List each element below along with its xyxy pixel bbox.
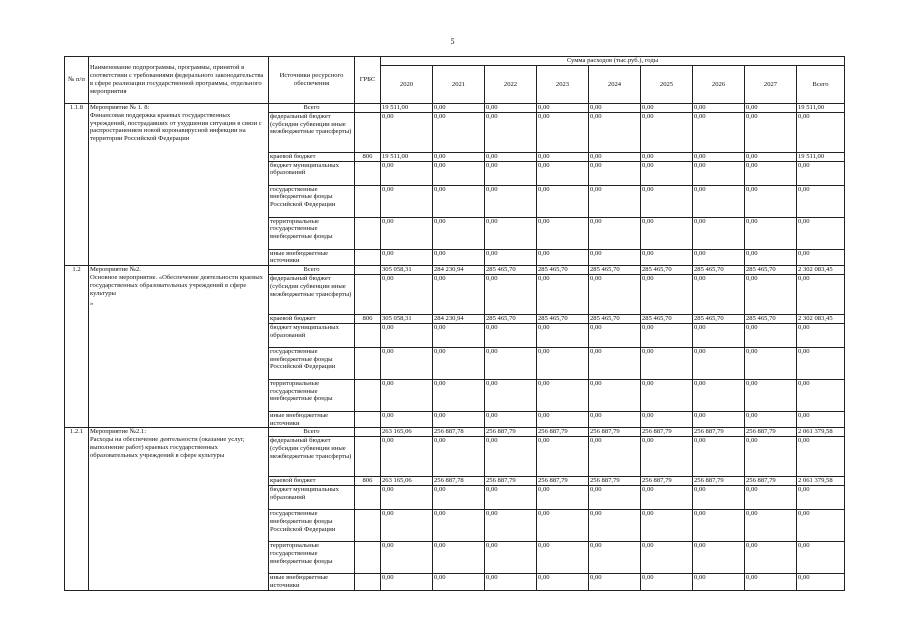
year-value: 0,00 <box>433 379 485 411</box>
year-value: 285 465,70 <box>641 314 693 323</box>
year-value: 0,00 <box>589 104 641 113</box>
funding-source: иные внебюджетные источники <box>269 411 355 428</box>
year-value: 0,00 <box>589 347 641 379</box>
grbs-code: 806 <box>355 152 381 161</box>
year-value: 0,00 <box>641 411 693 428</box>
year-value: 0,00 <box>537 347 589 379</box>
grbs-code <box>355 573 381 590</box>
grbs-code <box>355 323 381 347</box>
year-value: 0,00 <box>537 104 589 113</box>
year-value: 0,00 <box>537 161 589 185</box>
item-description: Основное мероприятие. «Обеспечение деятельности краевых государственных образовательных учреждений в сфере культуры <box>90 273 263 297</box>
total-value: 0,00 <box>797 509 845 541</box>
year-value: 0,00 <box>485 249 537 266</box>
year-value: 0,00 <box>745 379 797 411</box>
header-year: 2022 <box>485 66 537 104</box>
year-value: 263 165,06 <box>381 477 433 486</box>
year-value: 0,00 <box>589 185 641 217</box>
total-value: 2 302 083,45 <box>797 266 845 275</box>
year-value: 0,00 <box>693 323 745 347</box>
total-value: 0,00 <box>797 274 845 314</box>
year-value: 0,00 <box>589 509 641 541</box>
grbs-code: 806 <box>355 314 381 323</box>
year-value: 0,00 <box>381 217 433 249</box>
year-value: 19 511,00 <box>381 104 433 113</box>
year-value: 0,00 <box>381 274 433 314</box>
year-value: 0,00 <box>589 217 641 249</box>
year-value: 0,00 <box>485 161 537 185</box>
year-value: 256 887,79 <box>693 428 745 437</box>
funding-source: Всего <box>269 428 355 437</box>
funding-source: Всего <box>269 266 355 275</box>
year-value: 0,00 <box>433 347 485 379</box>
year-value: 0,00 <box>433 323 485 347</box>
grbs-code <box>355 266 381 275</box>
year-value: 0,00 <box>381 573 433 590</box>
year-value: 0,00 <box>537 217 589 249</box>
grbs-code <box>355 274 381 314</box>
year-value: 0,00 <box>745 112 797 152</box>
year-value: 0,00 <box>485 411 537 428</box>
year-value: 0,00 <box>641 152 693 161</box>
grbs-code <box>355 437 381 477</box>
total-value: 0,00 <box>797 379 845 411</box>
year-value: 0,00 <box>537 509 589 541</box>
total-value: 0,00 <box>797 323 845 347</box>
year-value: 0,00 <box>537 411 589 428</box>
header-source: Источники ресурсного обеспечения <box>269 57 355 104</box>
year-value: 0,00 <box>589 411 641 428</box>
grbs-code <box>355 541 381 573</box>
funding-source: бюджет муниципальных образований <box>269 161 355 185</box>
year-value: 0,00 <box>693 249 745 266</box>
header-grbs: ГРБС <box>355 57 381 104</box>
year-value: 0,00 <box>537 152 589 161</box>
year-value: 0,00 <box>745 541 797 573</box>
year-value: 0,00 <box>641 274 693 314</box>
year-value: 0,00 <box>537 112 589 152</box>
year-value: 0,00 <box>433 573 485 590</box>
year-value: 0,00 <box>485 104 537 113</box>
year-value: 284 230,94 <box>433 266 485 275</box>
total-value: 2 061 379,58 <box>797 428 845 437</box>
year-value: 256 887,78 <box>433 428 485 437</box>
year-value: 285 465,70 <box>485 266 537 275</box>
item-number: 1.2 <box>65 266 89 428</box>
year-value: 0,00 <box>745 249 797 266</box>
year-value: 0,00 <box>745 274 797 314</box>
funding-source: территориальные государственные внебюджетные фонды <box>269 379 355 411</box>
total-value: 0,00 <box>797 249 845 266</box>
grbs-code <box>355 485 381 509</box>
year-value: 0,00 <box>745 411 797 428</box>
year-value: 0,00 <box>693 437 745 477</box>
table-header <box>65 57 845 104</box>
year-value: 0,00 <box>589 249 641 266</box>
header-year: 2027 <box>745 66 797 104</box>
year-value: 0,00 <box>589 161 641 185</box>
year-value: 285 465,70 <box>641 266 693 275</box>
year-value: 256 887,79 <box>589 477 641 486</box>
year-value: 0,00 <box>433 217 485 249</box>
grbs-code <box>355 347 381 379</box>
funding-source: федеральный бюджет (субсидии субвенции иные межбюджетные трансферты) <box>269 437 355 477</box>
year-value: 0,00 <box>589 323 641 347</box>
year-value: 0,00 <box>485 347 537 379</box>
item-title: Мероприятие № 1. 8: <box>90 104 150 111</box>
year-value: 0,00 <box>641 347 693 379</box>
year-value: 256 887,79 <box>485 477 537 486</box>
total-value: 0,00 <box>797 411 845 428</box>
item-name-cell <box>89 428 269 590</box>
year-value: 0,00 <box>745 217 797 249</box>
year-value: 0,00 <box>693 217 745 249</box>
year-value: 0,00 <box>381 161 433 185</box>
funding-source: краевой бюджет <box>269 152 355 161</box>
year-value: 256 887,79 <box>537 477 589 486</box>
funding-source: федеральный бюджет (субсидии субвенции иные межбюджетные трансферты) <box>269 112 355 152</box>
year-value: 0,00 <box>433 104 485 113</box>
item-title: Мероприятие №2. <box>90 266 141 274</box>
year-value: 0,00 <box>745 152 797 161</box>
year-value: 0,00 <box>745 437 797 477</box>
year-value: 285 465,70 <box>589 266 641 275</box>
total-value: 19 511,00 <box>797 104 845 113</box>
total-value: 0,00 <box>797 485 845 509</box>
total-value: 0,00 <box>797 161 845 185</box>
funding-source: иные внебюджетные источники <box>269 249 355 266</box>
funding-source: бюджет муниципальных образований <box>269 485 355 509</box>
grbs-code <box>355 411 381 428</box>
year-value: 0,00 <box>485 485 537 509</box>
year-value: 0,00 <box>745 323 797 347</box>
table-row-total <box>65 266 845 275</box>
year-value: 0,00 <box>693 347 745 379</box>
year-value: 0,00 <box>693 161 745 185</box>
grbs-code <box>355 112 381 152</box>
year-value: 0,00 <box>693 104 745 113</box>
year-value: 0,00 <box>693 152 745 161</box>
funding-source: территориальные государственные внебюджетные фонды <box>269 217 355 249</box>
year-value: 0,00 <box>433 161 485 185</box>
year-value: 0,00 <box>433 411 485 428</box>
year-value: 0,00 <box>693 379 745 411</box>
year-value: 0,00 <box>433 249 485 266</box>
funding-source: федеральный бюджет (субсидии субвенции иные межбюджетные трансферты) <box>269 274 355 314</box>
funding-source: территориальные государственные внебюджетные фонды <box>269 541 355 573</box>
year-value: 0,00 <box>537 249 589 266</box>
year-value: 0,00 <box>485 217 537 249</box>
year-value: 0,00 <box>589 379 641 411</box>
item-name-cell <box>89 104 269 266</box>
year-value: 285 465,70 <box>693 314 745 323</box>
year-value: 256 887,79 <box>745 477 797 486</box>
budget-table <box>64 56 845 591</box>
total-value: 0,00 <box>797 347 845 379</box>
year-value: 0,00 <box>381 249 433 266</box>
year-value: 0,00 <box>485 541 537 573</box>
year-value: 0,00 <box>693 274 745 314</box>
year-value: 0,00 <box>641 437 693 477</box>
year-value: 0,00 <box>537 274 589 314</box>
year-value: 305 058,31 <box>381 266 433 275</box>
year-value: 0,00 <box>693 541 745 573</box>
year-value: 0,00 <box>641 541 693 573</box>
year-value: 0,00 <box>485 185 537 217</box>
item-title: Мероприятие №2.1: <box>90 428 147 436</box>
year-value: 0,00 <box>745 573 797 590</box>
year-value: 0,00 <box>485 509 537 541</box>
grbs-code: 806 <box>355 477 381 486</box>
header-num: № п/п <box>65 57 89 104</box>
year-value: 0,00 <box>537 573 589 590</box>
table-row-total <box>65 428 845 437</box>
year-value: 0,00 <box>485 437 537 477</box>
table-body <box>65 104 845 591</box>
total-value: 0,00 <box>797 217 845 249</box>
year-value: 256 887,79 <box>589 428 641 437</box>
year-value: 0,00 <box>433 485 485 509</box>
header-total: Всего <box>797 66 845 104</box>
header-year: 2021 <box>433 66 485 104</box>
funding-source: краевой бюджет <box>269 477 355 486</box>
year-value: 256 887,79 <box>641 477 693 486</box>
year-value: 284 230,94 <box>433 314 485 323</box>
year-value: 0,00 <box>745 509 797 541</box>
year-value: 0,00 <box>641 112 693 152</box>
year-value: 0,00 <box>433 152 485 161</box>
item-number: 1.1.8 <box>65 104 89 266</box>
year-value: 0,00 <box>641 485 693 509</box>
year-value: 0,00 <box>381 437 433 477</box>
year-value: 0,00 <box>381 485 433 509</box>
year-value: 0,00 <box>641 509 693 541</box>
funding-source: краевой бюджет <box>269 314 355 323</box>
item-description: Расходы на обеспечение деятельности (оказание услуг, выполнение работ) краевых государственных образовательных учреждений в сфере культуры <box>90 436 245 459</box>
header-year: 2020 <box>381 66 433 104</box>
year-value: 0,00 <box>641 249 693 266</box>
year-value: 0,00 <box>433 509 485 541</box>
year-value: 256 887,79 <box>745 428 797 437</box>
year-value: 0,00 <box>381 411 433 428</box>
grbs-code <box>355 185 381 217</box>
year-value: 0,00 <box>537 323 589 347</box>
header-year: 2026 <box>693 66 745 104</box>
total-value: 0,00 <box>797 185 845 217</box>
grbs-code <box>355 428 381 437</box>
year-value: 256 887,79 <box>485 428 537 437</box>
year-value: 0,00 <box>641 573 693 590</box>
funding-source: иные внебюджетные источники <box>269 573 355 590</box>
total-value: 0,00 <box>797 541 845 573</box>
header-year: 2024 <box>589 66 641 104</box>
grbs-code <box>355 217 381 249</box>
year-value: 0,00 <box>381 112 433 152</box>
grbs-code <box>355 249 381 266</box>
year-value: 285 465,70 <box>537 314 589 323</box>
year-value: 0,00 <box>641 104 693 113</box>
year-value: 0,00 <box>381 347 433 379</box>
total-value: 2 061 379,58 <box>797 477 845 486</box>
year-value: 285 465,70 <box>745 314 797 323</box>
year-value: 0,00 <box>485 274 537 314</box>
year-value: 256 887,78 <box>433 477 485 486</box>
year-value: 256 887,79 <box>641 428 693 437</box>
year-value: 285 465,70 <box>589 314 641 323</box>
total-value: 19 511,00 <box>797 152 845 161</box>
year-value: 0,00 <box>641 323 693 347</box>
year-value: 0,00 <box>589 573 641 590</box>
year-value: 0,00 <box>381 185 433 217</box>
funding-source: бюджет муниципальных образований <box>269 323 355 347</box>
year-value: 0,00 <box>693 112 745 152</box>
year-value: 0,00 <box>641 161 693 185</box>
year-value: 0,00 <box>485 379 537 411</box>
year-value: 0,00 <box>745 104 797 113</box>
header-year: 2023 <box>537 66 589 104</box>
year-value: 0,00 <box>485 112 537 152</box>
total-value: 0,00 <box>797 437 845 477</box>
year-value: 285 465,70 <box>537 266 589 275</box>
year-value: 0,00 <box>745 347 797 379</box>
item-description: Финансовая поддержка краевых государственных учреждений, пострадавших от ухудшения ситуации в связи с распространением новой коронавирусной инфекции на территории Российской Федерации <box>90 111 262 143</box>
year-value: 285 465,70 <box>485 314 537 323</box>
year-value: 285 465,70 <box>745 266 797 275</box>
total-value: 0,00 <box>797 112 845 152</box>
year-value: 0,00 <box>433 541 485 573</box>
item-number: 1.2.1 <box>65 428 89 590</box>
year-value: 0,00 <box>693 573 745 590</box>
year-value: 0,00 <box>537 485 589 509</box>
year-value: 256 887,79 <box>693 477 745 486</box>
item-name-cell <box>89 266 269 428</box>
grbs-code <box>355 161 381 185</box>
year-value: 0,00 <box>381 323 433 347</box>
year-value: 0,00 <box>537 437 589 477</box>
year-value: 305 058,31 <box>381 314 433 323</box>
grbs-code <box>355 509 381 541</box>
funding-source: Всего <box>269 104 355 113</box>
year-value: 0,00 <box>537 541 589 573</box>
year-value: 0,00 <box>745 161 797 185</box>
year-value: 0,00 <box>693 485 745 509</box>
header-name: Наименование подпрограммы, программы, принятой в соответствии с требованиями федерального законодательства в сфере реализации государственной программы, отдельного мероприятия <box>89 57 269 104</box>
year-value: 0,00 <box>537 379 589 411</box>
total-value: 2 302 083,45 <box>797 314 845 323</box>
year-value: 0,00 <box>745 485 797 509</box>
year-value: 0,00 <box>589 541 641 573</box>
year-value: 0,00 <box>433 112 485 152</box>
year-value: 0,00 <box>693 509 745 541</box>
header-year: 2025 <box>641 66 693 104</box>
year-value: 0,00 <box>485 152 537 161</box>
funding-source: государственные внебюджетные фонды Российской Федерации <box>269 347 355 379</box>
year-value: 0,00 <box>537 185 589 217</box>
year-value: 19 511,00 <box>381 152 433 161</box>
year-value: 0,00 <box>485 323 537 347</box>
header-sum-group: Сумма расходов (тыс.руб.), годы <box>381 57 845 66</box>
year-value: 0,00 <box>693 185 745 217</box>
year-value: 0,00 <box>641 379 693 411</box>
item-extra: » <box>90 300 94 308</box>
funding-source: государственные внебюджетные фонды Российской Федерации <box>269 185 355 217</box>
year-value: 0,00 <box>641 217 693 249</box>
year-value: 0,00 <box>589 112 641 152</box>
year-value: 0,00 <box>745 185 797 217</box>
year-value: 0,00 <box>589 485 641 509</box>
year-value: 0,00 <box>381 379 433 411</box>
year-value: 0,00 <box>641 185 693 217</box>
funding-source: государственные внебюджетные фонды Российской Федерации <box>269 509 355 541</box>
total-value: 0,00 <box>797 573 845 590</box>
page-number: 5 <box>450 37 455 46</box>
grbs-code <box>355 104 381 113</box>
year-value: 0,00 <box>433 437 485 477</box>
grbs-code <box>355 379 381 411</box>
year-value: 0,00 <box>381 541 433 573</box>
year-value: 285 465,70 <box>693 266 745 275</box>
year-value: 0,00 <box>433 274 485 314</box>
year-value: 0,00 <box>589 437 641 477</box>
year-value: 0,00 <box>381 509 433 541</box>
year-value: 0,00 <box>693 411 745 428</box>
year-value: 0,00 <box>485 573 537 590</box>
table-row-total <box>65 104 845 113</box>
year-value: 0,00 <box>589 152 641 161</box>
year-value: 263 165,06 <box>381 428 433 437</box>
year-value: 0,00 <box>589 274 641 314</box>
year-value: 0,00 <box>433 185 485 217</box>
year-value: 256 887,79 <box>537 428 589 437</box>
